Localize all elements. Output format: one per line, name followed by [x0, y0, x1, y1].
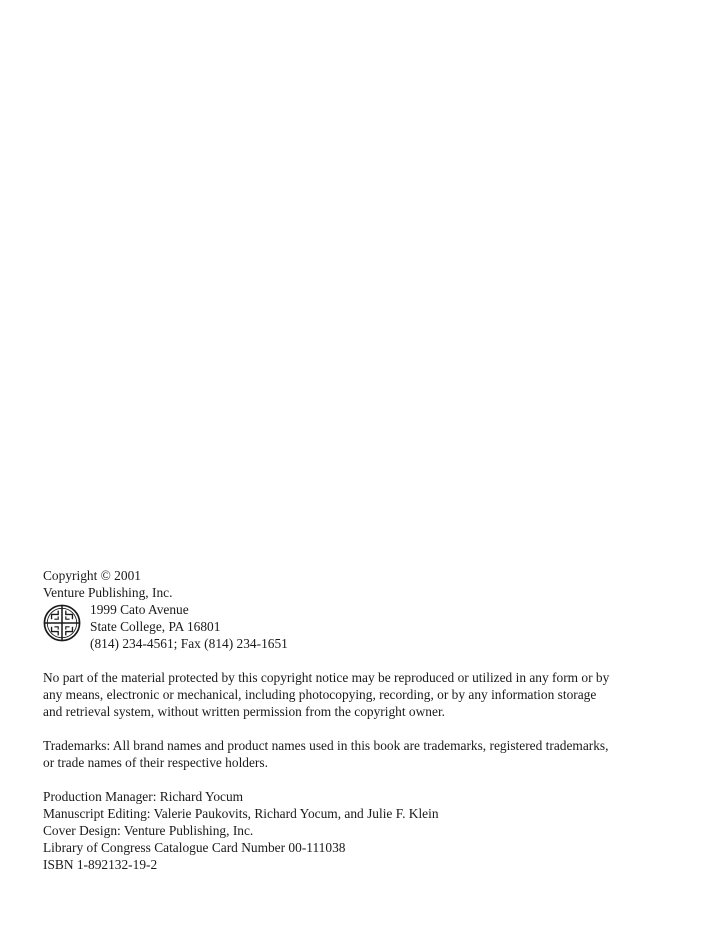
publisher-logo-icon [43, 604, 81, 642]
address-phone: (814) 234-4561; Fax (814) 234-1651 [90, 635, 288, 651]
manuscript-editing: Manuscript Editing: Valerie Paukovits, Richard Yocum, and Julie F. Klein [43, 805, 439, 821]
production-manager: Production Manager: Richard Yocum [43, 789, 244, 804]
trademark-line: or trade names of their respective holders. [43, 754, 268, 770]
notice-line: and retrieval system, without written permission from the copyright owner. [43, 703, 446, 719]
credits-block [43, 789, 663, 874]
cover-design: Cover Design: Venture Publishing, Inc. [43, 822, 254, 838]
address-city: State College, PA 16801 [90, 618, 221, 634]
notice-line: No part of the material protected by this copyright notice may be reproduced or utilized in any form or by [43, 670, 610, 685]
trademark-notice [43, 738, 663, 772]
trademark-line: Trademarks: All brand names and product names used in this book are trademarks, registered trademarks, [43, 738, 609, 753]
publisher-address [43, 602, 663, 653]
copyright-notice [43, 670, 663, 721]
catalogue-number: Library of Congress Catalogue Card Number 00-111038 [43, 839, 346, 855]
notice-line: any means, electronic or mechanical, including photocopying, recording, or by any information storage [43, 686, 597, 702]
copyright-block [43, 568, 663, 653]
address-street: 1999 Cato Avenue [90, 601, 189, 617]
isbn: ISBN 1-892132-19-2 [43, 856, 158, 872]
copyright-line: Copyright © 2001 [43, 568, 141, 583]
publisher-name: Venture Publishing, Inc. [43, 584, 173, 600]
